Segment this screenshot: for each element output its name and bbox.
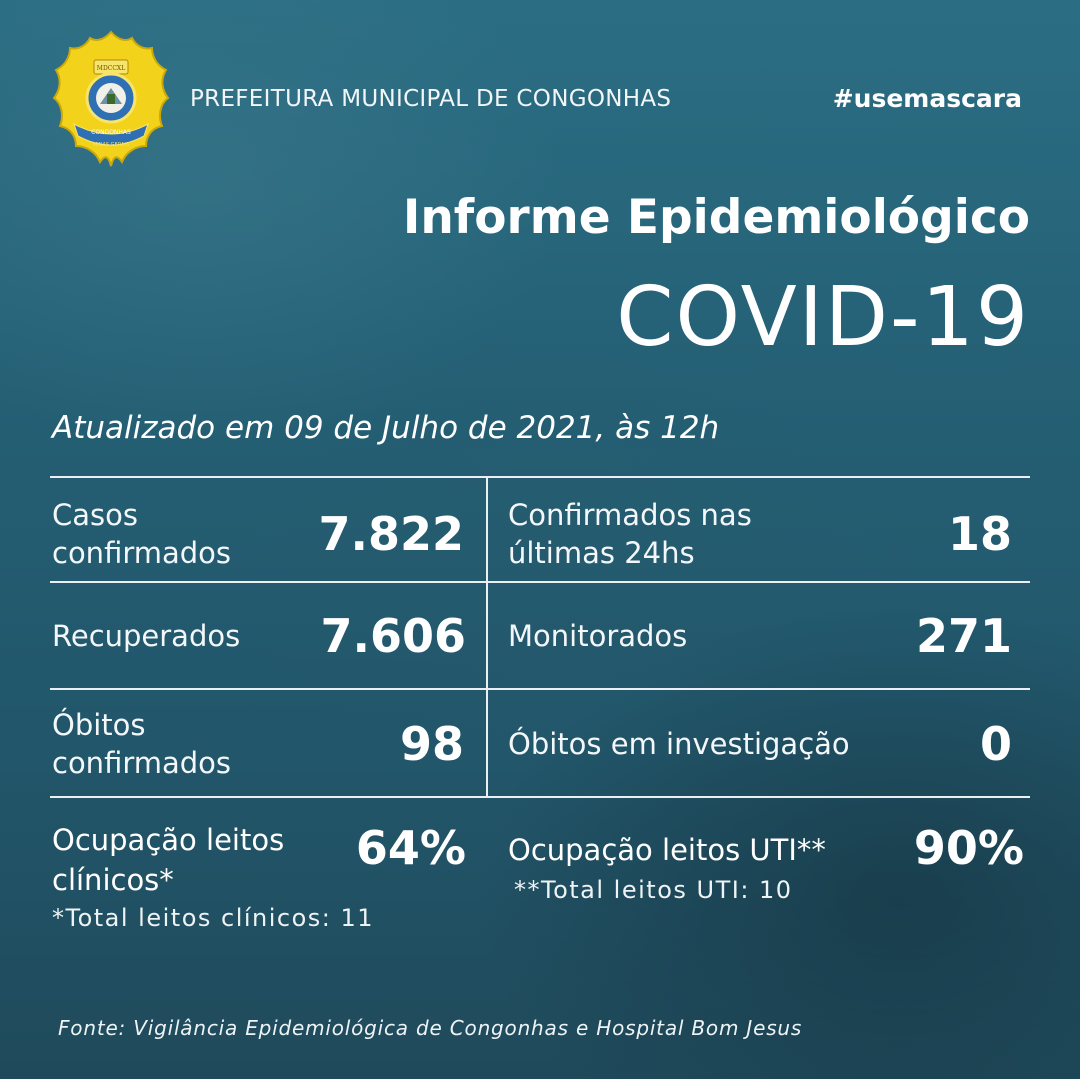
stats-grid bbox=[50, 476, 1030, 798]
deaths-investigation-cell bbox=[508, 694, 1012, 794]
city-crest-icon bbox=[52, 28, 170, 170]
divider-bottom bbox=[50, 796, 1030, 798]
last-24h-label-line-2: últimas 24hs bbox=[508, 535, 695, 570]
icu-occupancy bbox=[508, 821, 1024, 904]
divider-row-2 bbox=[50, 688, 1030, 690]
recovered-value: 7.606 bbox=[320, 609, 466, 663]
monitored-cell bbox=[508, 584, 1012, 688]
confirmed-cases-label-line-2: confirmados bbox=[52, 535, 232, 570]
deaths-investigation-label: Óbitos em investigação bbox=[508, 727, 850, 761]
monitored-value: 271 bbox=[915, 609, 1012, 663]
report-title: Informe Epidemiológico bbox=[402, 190, 1030, 245]
header-title: PREFEITURA MUNICIPAL DE CONGONHAS bbox=[190, 86, 672, 112]
confirmed-cases-value: 7.822 bbox=[318, 506, 464, 561]
crest-banner-bottom: MINAS GERAIS bbox=[92, 142, 130, 148]
confirmed-cases-label-line-1: Casos bbox=[52, 497, 138, 532]
last-24h-label-line-1: Confirmados nas bbox=[508, 497, 752, 532]
source-footnote: Fonte: Vigilância Epidemiológica de Congonhas e Hospital Bom Jesus bbox=[58, 1016, 803, 1040]
clinical-occupancy-label-line-2: clínicos* bbox=[52, 863, 174, 897]
icu-occupancy-value: 90% bbox=[913, 821, 1024, 875]
deaths-value: 98 bbox=[399, 717, 464, 771]
recovered-label: Recuperados bbox=[52, 619, 241, 653]
crest-banner-top: CONGONHAS bbox=[91, 129, 131, 136]
hashtag: #usemascara bbox=[832, 84, 1022, 113]
confirmed-cases-cell bbox=[52, 486, 464, 581]
clinical-occupancy-label bbox=[52, 820, 284, 900]
deaths-label bbox=[52, 706, 231, 782]
covid-title: COVID-19 bbox=[616, 270, 1030, 365]
icu-beds-note: **Total leitos UTI: 10 bbox=[514, 876, 793, 904]
icu-occupancy-label: Ocupação leitos UTI** bbox=[508, 833, 826, 867]
clinical-occupancy-value: 64% bbox=[355, 821, 466, 875]
deaths-label-line-1: Óbitos bbox=[52, 708, 146, 742]
crest-year: MDCCXL bbox=[96, 65, 126, 72]
clinical-occupancy-label-line-1: Ocupação leitos bbox=[52, 823, 285, 857]
last-24h-label bbox=[508, 496, 752, 572]
confirmed-cases-label bbox=[52, 496, 231, 572]
updated-date: Atualizado em 09 de Julho de 2021, às 12h bbox=[52, 410, 720, 446]
monitored-label: Monitorados bbox=[508, 619, 688, 653]
divider-row-1 bbox=[50, 581, 1030, 583]
deaths-cell bbox=[52, 694, 464, 794]
clinical-occupancy bbox=[52, 820, 466, 932]
divider-top bbox=[50, 476, 1030, 478]
last-24h-cell bbox=[508, 486, 1012, 581]
divider-vertical bbox=[486, 476, 488, 798]
deaths-label-line-2: confirmados bbox=[52, 746, 232, 780]
clinical-beds-note: *Total leitos clínicos: 11 bbox=[52, 904, 375, 932]
recovered-cell bbox=[52, 584, 466, 688]
deaths-investigation-value: 0 bbox=[979, 717, 1012, 771]
last-24h-value: 18 bbox=[947, 506, 1012, 561]
